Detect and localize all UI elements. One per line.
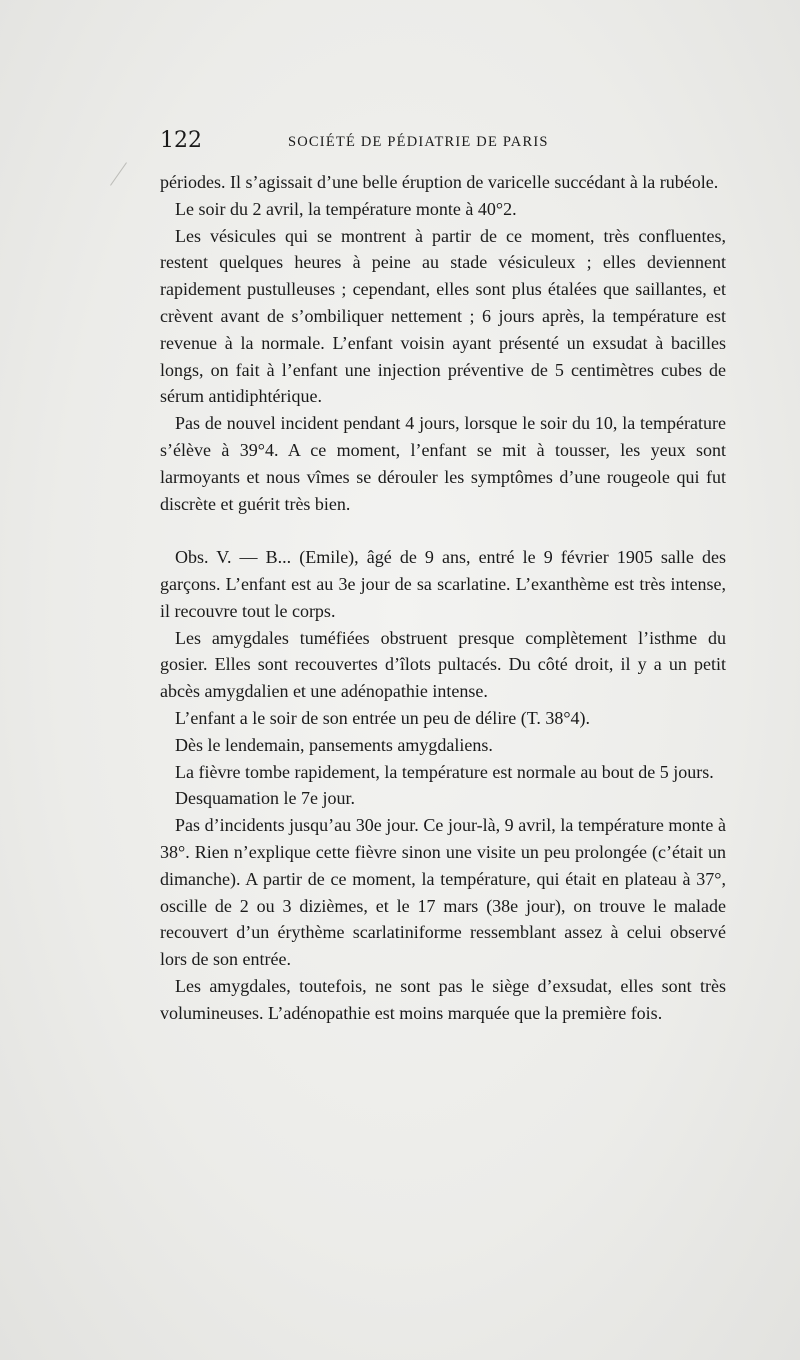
paragraph: Les amygdales, toutefois, ne sont pas le siège d’exsudat, elles sont très volumineuses. L’adénopathie est moins marquée que la première fois. — [160, 975, 726, 1023]
paragraph: La fièvre tombe rapidement, la température est normale au bout de 5 jours. — [175, 761, 714, 782]
paragraph: Desquamation le 7e jour. — [175, 788, 355, 809]
scan-mark — [110, 162, 127, 186]
paragraph-observation-v: Obs. V. — B... (Emile), âgé de 9 ans, entré le 9 février 1905 salle des garçons. L’enfant est au 3e jour de sa scarlatine. L’exanthème est très intense, il recouvre tout le corps. — [160, 547, 726, 621]
page-header — [160, 128, 730, 158]
paragraph: périodes. Il s’agissait d’une belle éruption de varicelle succédant à la rubéole. — [160, 172, 719, 192]
running-head: SOCIÉTÉ DE PÉDIATRIE DE PARIS — [288, 134, 549, 150]
paragraph: L’enfant a le soir de son entrée un peu de délire (T. 38°4). — [175, 707, 591, 728]
body-text — [160, 169, 726, 1027]
paragraph: Pas de nouvel incident pendant 4 jours, lorsque le soir du 10, la température s’élève à 39°4. A ce moment, l’enfant se mit à tousser, les yeux sont larmoyants et nous vîmes se dérouler les symptômes d’une rougeole qui fut discrète et guérit très bien. — [160, 413, 726, 514]
paragraph: Pas d’incidents jusqu’au 30e jour. Ce jour-là, 9 avril, la température monte à 38°. Rien n’explique cette fièvre sinon une visite un peu prolongée (c’était un dimanche). A partir de ce moment, la température, qui était en plateau à 37°, oscille de 2 ou 3 dizièmes, et le 17 mars (38e jour), on trouve le malade recouvert d’un érythème scarlatiniforme ressemblant assez à celui observé lors de son entrée. — [160, 815, 726, 970]
paragraph: Les vésicules qui se montrent à partir de ce moment, très confluentes, restent quelques heures à peine au stade vésiculeux ; elles deviennent rapidement pustulleuses ; cependant, elles sont plus étalées que saillantes, et crèvent avant de s’ombiliquer nettement ; 6 jours après, la température est revenue à la normale. L’enfant voisin ayant présenté un exsudat à bacilles longs, on fait à l’enfant une injection préventive de 5 centimètres cubes de sérum antidiphtérique. — [160, 225, 726, 407]
paragraph: Dès le lendemain, pansements amygdaliens. — [175, 734, 493, 755]
page-number: 122 — [160, 128, 202, 153]
paragraph: Le soir du 2 avril, la température monte à 40°2. — [175, 198, 517, 219]
paragraph: Les amygdales tuméfiées obstruent presque complètement l’isthme du gosier. Elles sont recouvertes d’îlots pultacés. Du côté droit, il y a un petit abcès amygdalien et une adénopathie intense. — [160, 627, 726, 702]
